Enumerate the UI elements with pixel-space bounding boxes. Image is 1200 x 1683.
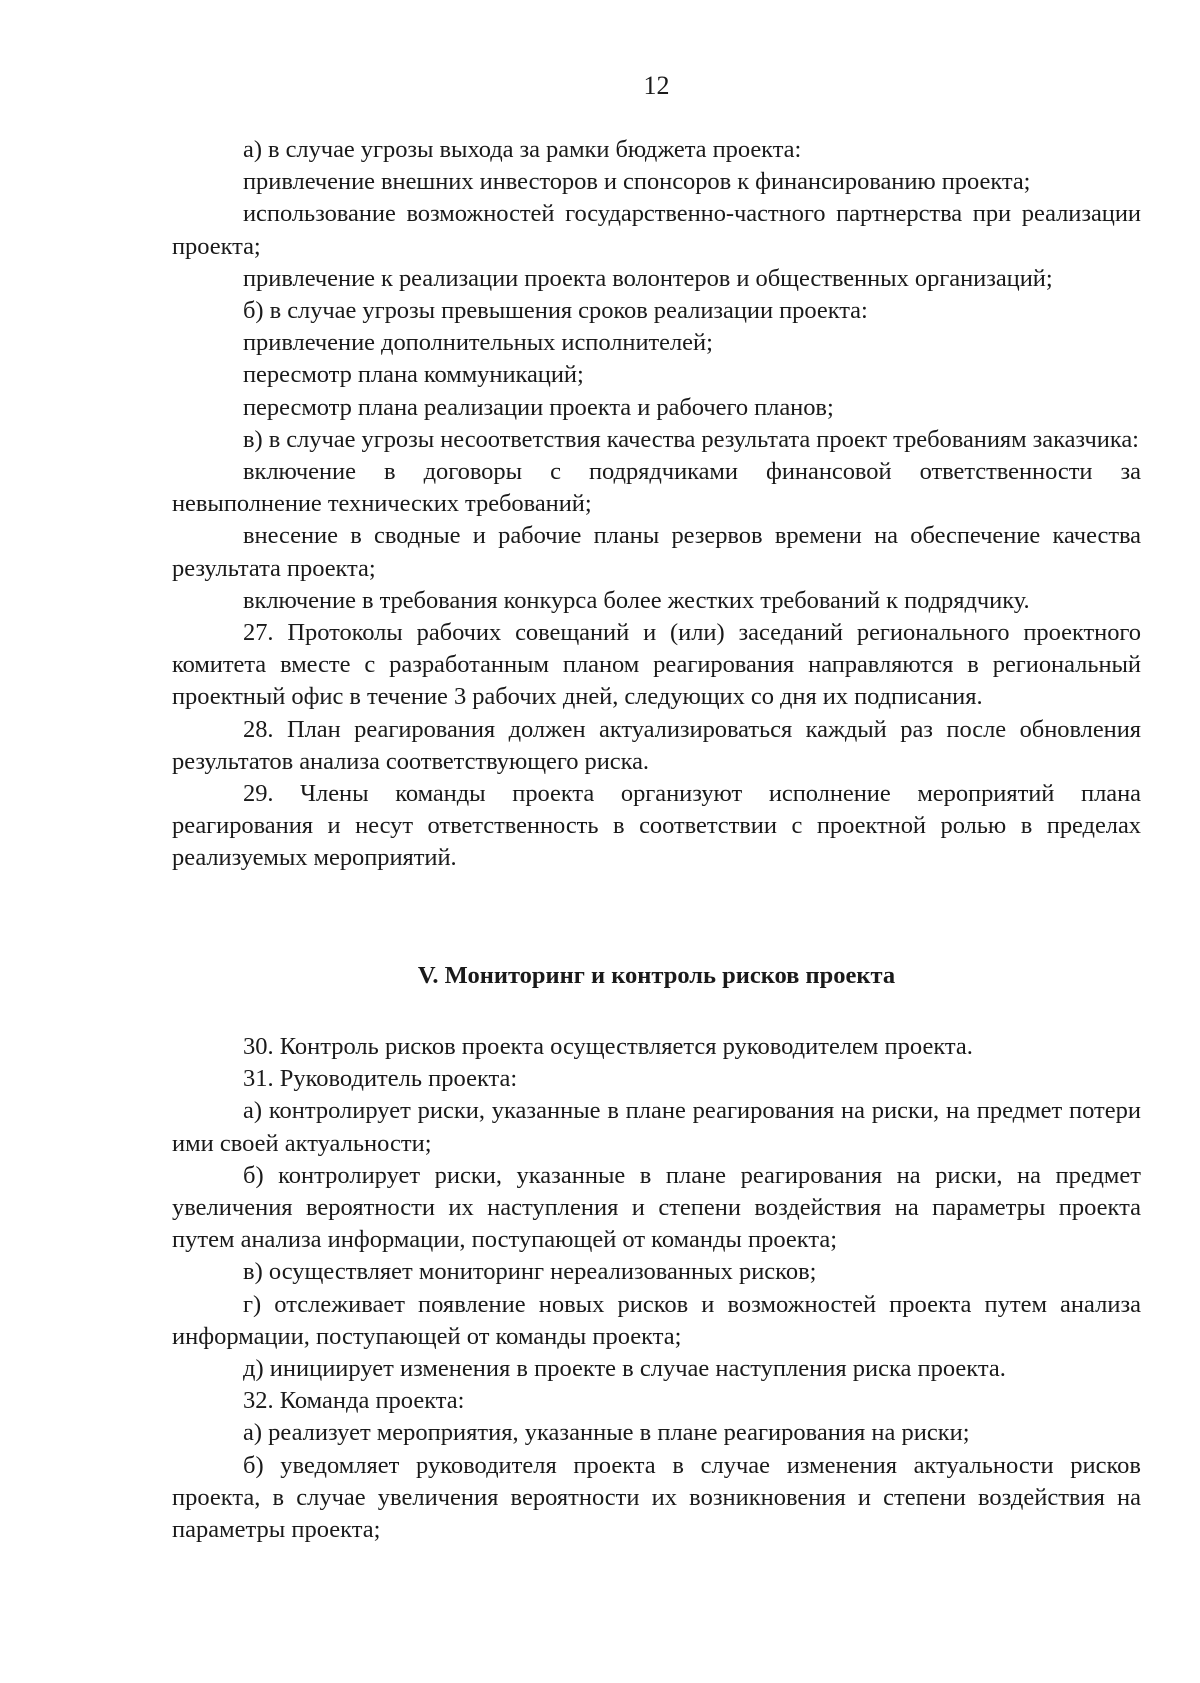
paragraph: б) контролирует риски, указанные в плане реагирования на риски, на предмет увеличения вероятности их наступления и степени воздействия на параметры проекта путем анализа информации, поступающей от команды проекта;	[172, 1161, 1141, 1254]
section-heading: V. Мониторинг и контроль рисков проекта	[417, 962, 896, 989]
paragraph: привлечение внешних инвесторов и спонсоров к финансированию проекта;	[243, 168, 1031, 196]
paragraph: 27. Протоколы рабочих совещаний и (или) заседаний регионального проектного комитета вместе с разработанным планом реагирования направляются в региональный проектный офис в течение 3 рабочих дней, следующих со дня их подписания.	[172, 619, 1141, 711]
paragraph: в) осуществляет мониторинг нереализованных рисков;	[243, 1258, 817, 1286]
paragraph: а) в случае угрозы выхода за рамки бюджета проекта:	[243, 136, 802, 163]
paragraph: пересмотр плана коммуникаций;	[243, 361, 584, 389]
paragraph: привлечение к реализации проекта волонтеров и общественных организаций;	[243, 264, 1053, 292]
paragraph: пересмотр плана реализации проекта и рабочего планов;	[243, 393, 834, 421]
paragraph: в) в случае угрозы несоответствия качества результата проект требованиям заказчика:	[243, 425, 1139, 453]
paragraph: а) реализует мероприятия, указанные в плане реагирования на риски;	[243, 1419, 970, 1447]
paragraph: включение в договоры с подрядчиками финансовой ответственности за невыполнение технических требований;	[172, 458, 1141, 518]
body-text-top	[172, 134, 1141, 875]
paragraph: 31. Руководитель проекта:	[243, 1065, 518, 1093]
paragraph: 28. План реагирования должен актуализироваться каждый раз после обновления результатов анализа соответствующего риска.	[172, 715, 1141, 775]
document-page	[172, 0, 1141, 1683]
paragraph: 32. Команда проекта:	[243, 1387, 465, 1415]
paragraph: б) уведомляет руководителя проекта в случае изменения актуальности рисков проекта, в случае увеличения вероятности их возникновения и степени воздействия на параметры проекта;	[172, 1451, 1141, 1544]
paragraph: использование возможностей государственно-частного партнерства при реализации проекта;	[172, 200, 1141, 260]
paragraph: г) отслеживает появление новых рисков и возможностей проекта путем анализа информации, поступающей от команды проекта;	[172, 1290, 1141, 1350]
paragraph: д) инициирует изменения в проекте в случае наступления риска проекта.	[243, 1355, 1006, 1383]
section-body-text	[172, 1031, 1141, 1546]
paragraph: 29. Члены команды проекта организуют исполнение мероприятий плана реагирования и несут ответственность в соответствии с проектной ролью в пределах реализуемых мероприятий.	[172, 780, 1141, 872]
paragraph: привлечение дополнительных исполнителей;	[243, 329, 713, 357]
paragraph: включение в требования конкурса более жестких требований к подрядчику.	[243, 586, 1030, 614]
paragraph: б) в случае угрозы превышения сроков реализации проекта:	[243, 297, 868, 325]
paragraph: а) контролирует риски, указанные в плане реагирования на риски, на предмет потери ими своей актуальности;	[172, 1097, 1141, 1157]
paragraph: 30. Контроль рисков проекта осуществляется руководителем проекта.	[243, 1033, 973, 1060]
paragraph: внесение в сводные и рабочие планы резервов времени на обеспечение качества результата проекта;	[172, 522, 1141, 582]
page-number: 12	[643, 71, 670, 100]
